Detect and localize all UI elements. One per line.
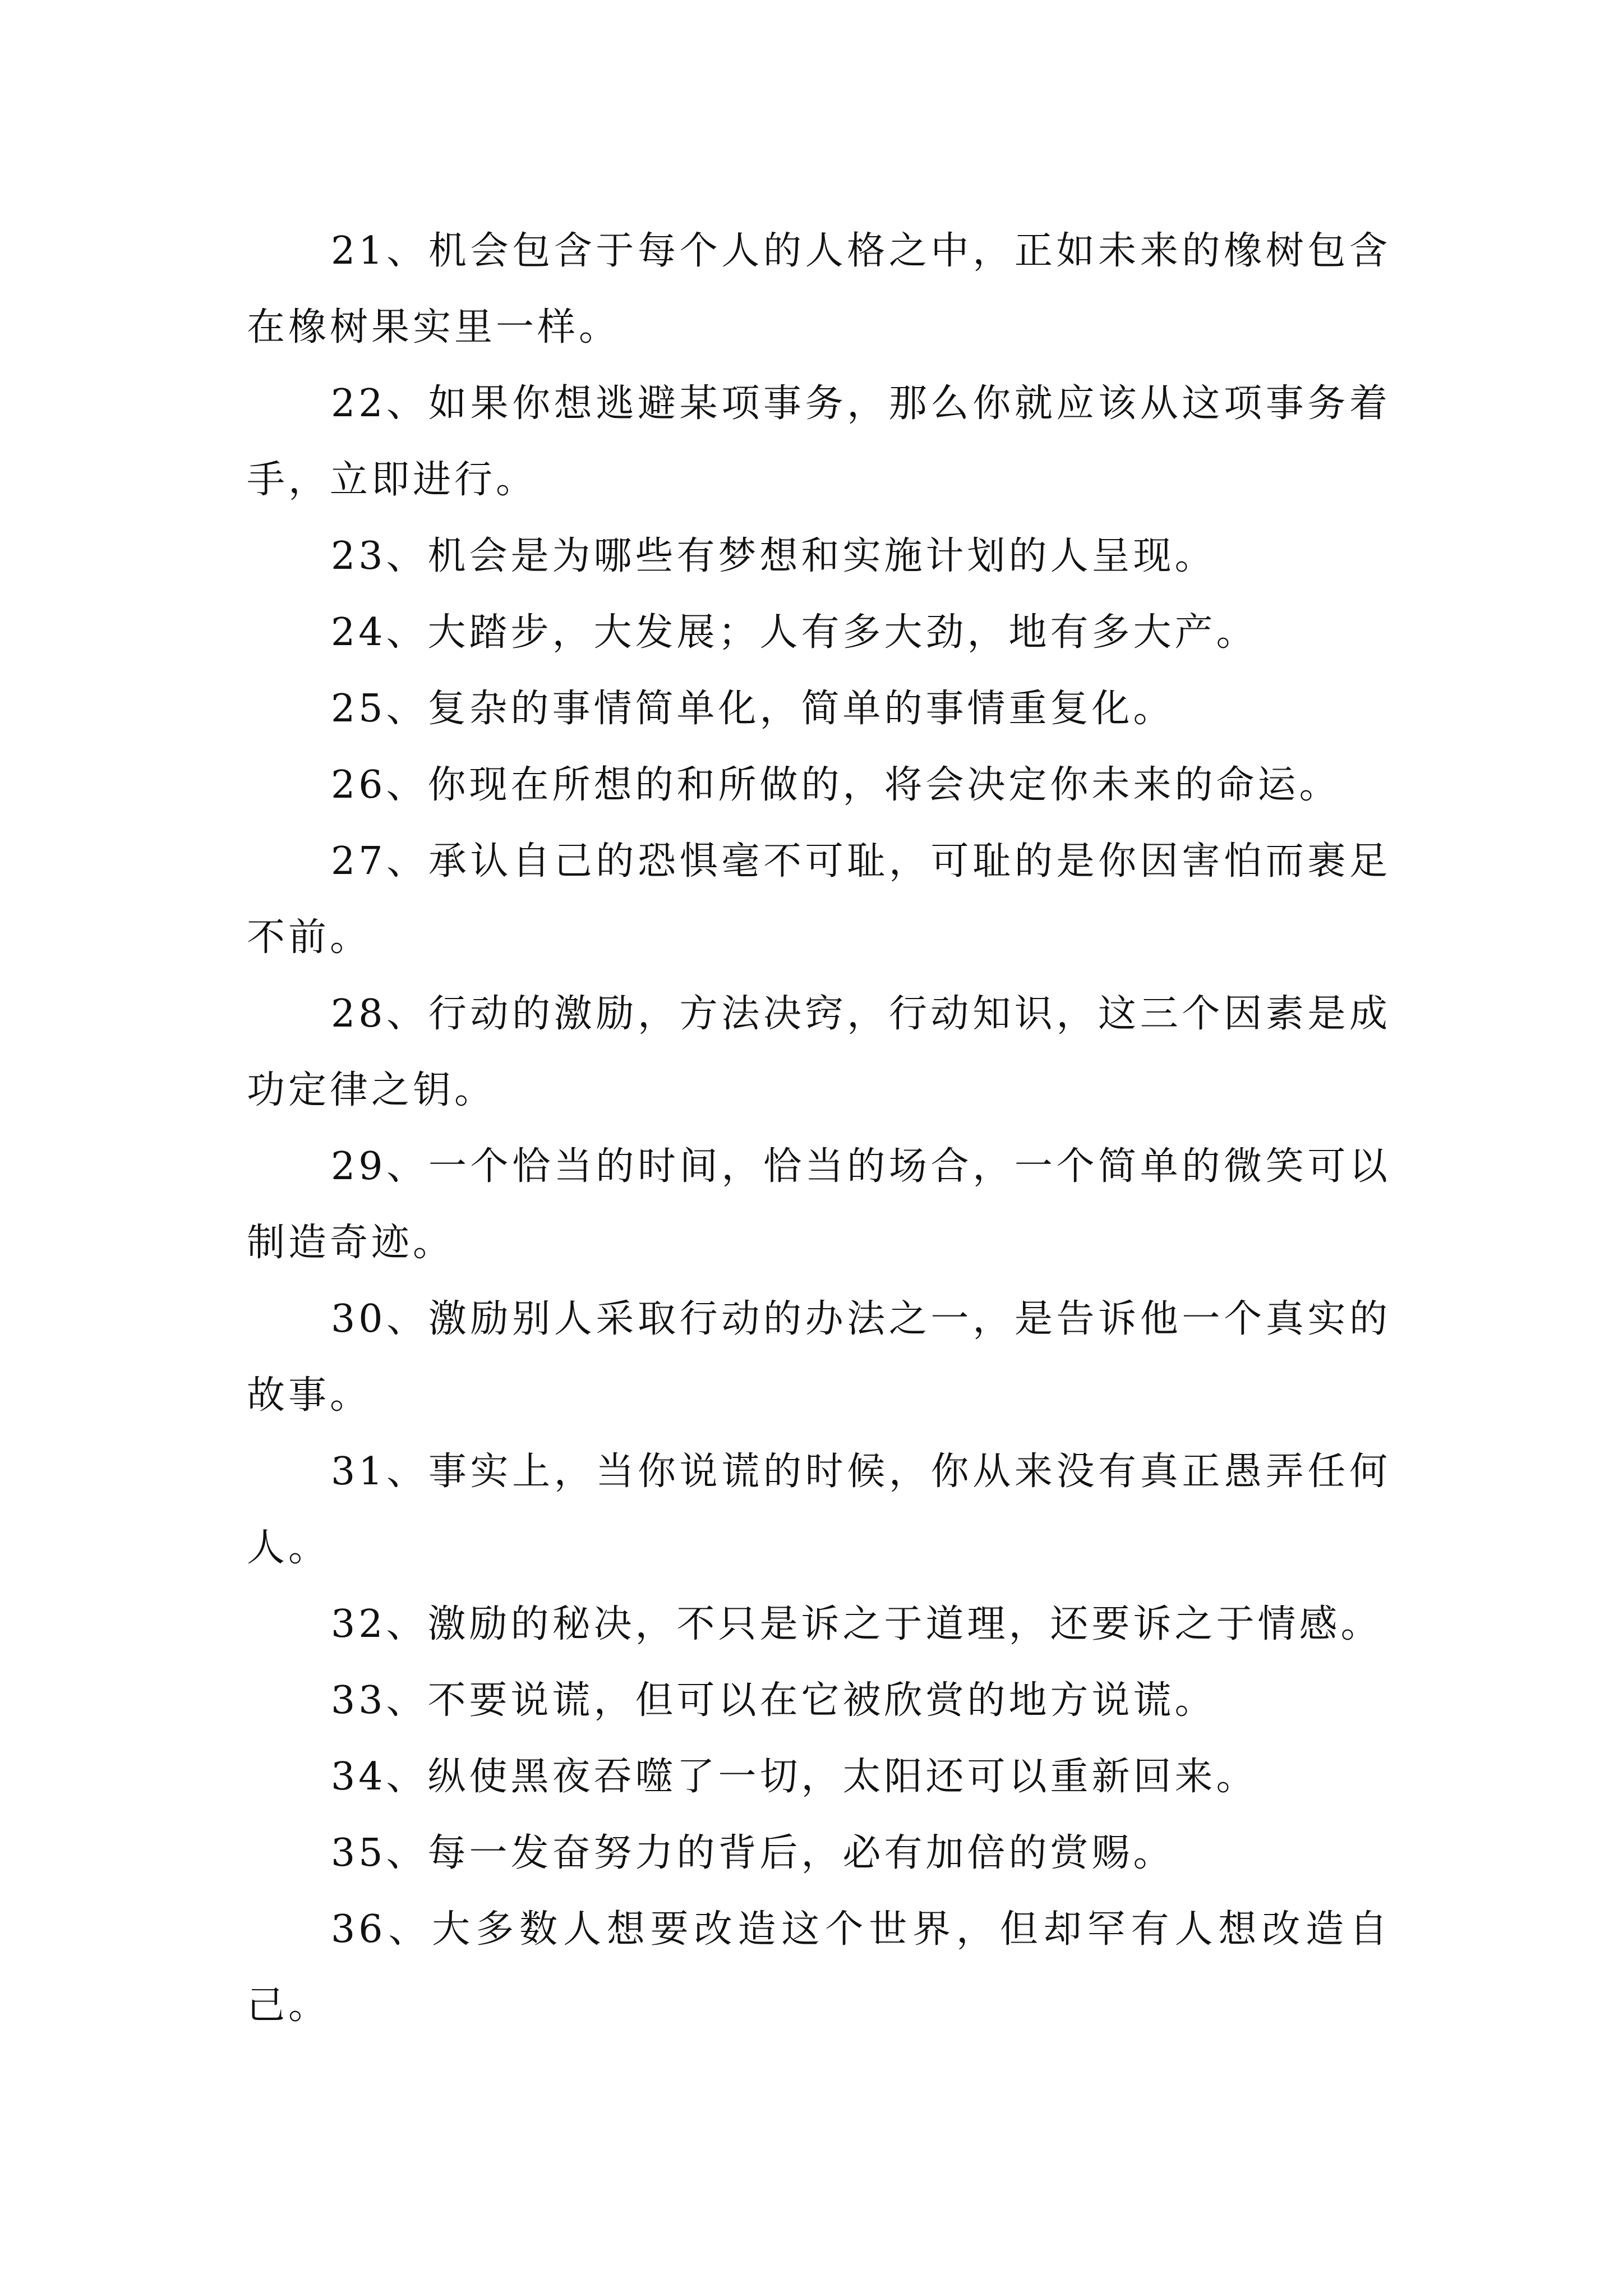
paragraph-33: 33、不要说谎，但可以在它被欣赏的地方说谎。 (331, 1678, 1216, 1723)
text-body (247, 213, 1391, 2044)
paragraph-30: 30、激励别人采取行动的办法之一，是告诉他一个真实的故事。 (247, 1297, 1391, 1418)
paragraph-32: 32、激励的秘决，不只是诉之于道理，还要诉之于情感。 (331, 1602, 1382, 1646)
paragraph-21: 21、机会包含于每个人的人格之中，正如未来的橡树包含在橡树果实里一样。 (247, 229, 1391, 349)
paragraph-27: 27、承认自己的恐惧毫不可耻，可耻的是你因害怕而裹足不前。 (247, 839, 1391, 960)
paragraph-24: 24、大踏步，大发展；人有多大劲，地有多大产。 (331, 610, 1258, 655)
paragraph-29: 29、一个恰当的时间，恰当的场合，一个简单的微笑可以制造奇迹。 (247, 1144, 1391, 1265)
paragraph-25: 25、复杂的事情简单化，简单的事情重复化。 (331, 687, 1175, 731)
paragraph-31: 31、事实上，当你说谎的时候，你从来没有真正愚弄任何人。 (247, 1450, 1391, 1570)
paragraph-36: 36、大多数人想要改造这个世界，但却罕有人想改造自己。 (247, 1907, 1391, 2028)
paragraph-22: 22、如果你想逃避某项事务，那么你就应该从这项事务着手，立即进行。 (247, 381, 1391, 502)
paragraph-23: 23、机会是为哪些有梦想和实施计划的人呈现。 (331, 534, 1216, 578)
paragraph-35: 35、每一发奋努力的背后，必有加倍的赏赐。 (331, 1831, 1175, 1875)
paragraph-34: 34、纵使黑夜吞噬了一切，太阳还可以重新回来。 (331, 1755, 1258, 1799)
paragraph-28: 28、行动的激励，方法决窍，行动知识，这三个因素是成功定律之钥。 (247, 992, 1391, 1112)
paragraph-26: 26、你现在所想的和所做的，将会决定你未来的命运。 (331, 763, 1341, 807)
